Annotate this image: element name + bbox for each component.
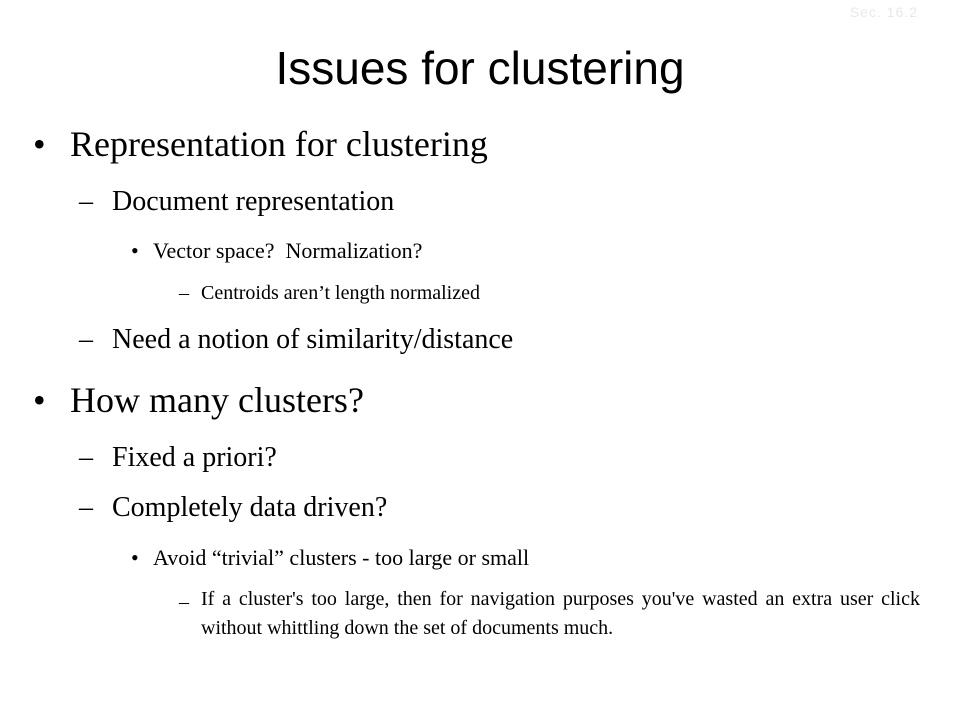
sub-fixed-a-priori: Fixed a priori? [112,442,277,473]
slide-title: Issues for clustering [275,42,685,94]
note-cluster-too-large: If a cluster's too large, then for navigation purposes you've wasted an extra user click without whittling down the set of documents much. [201,588,920,639]
dash-marker: – [179,282,189,304]
item-vector-space: Vector space? Normalization? [153,238,423,263]
section-reference: Sec. 16.2 [849,4,918,20]
dash-marker: – [79,186,93,217]
item-avoid-trivial: Avoid “trivial” clusters - too large or small [153,545,530,570]
bullet-marker: • [131,238,139,263]
bullet-representation: Representation for clustering [70,124,488,164]
bullet-how-many-clusters: How many clusters? [70,380,364,420]
sub-similarity: Need a notion of similarity/distance [112,324,514,355]
dash-marker: – [179,591,189,613]
sub-document-representation: Document representation [112,186,395,217]
bullet-marker: • [33,124,46,164]
bullet-marker: • [33,380,46,420]
sub-data-driven: Completely data driven? [112,492,388,523]
dash-marker: – [79,492,93,523]
dash-marker: – [79,324,93,355]
dash-marker: – [79,442,93,473]
note-centroids: Centroids aren’t length normalized [201,282,480,304]
bullet-marker: • [131,545,139,570]
